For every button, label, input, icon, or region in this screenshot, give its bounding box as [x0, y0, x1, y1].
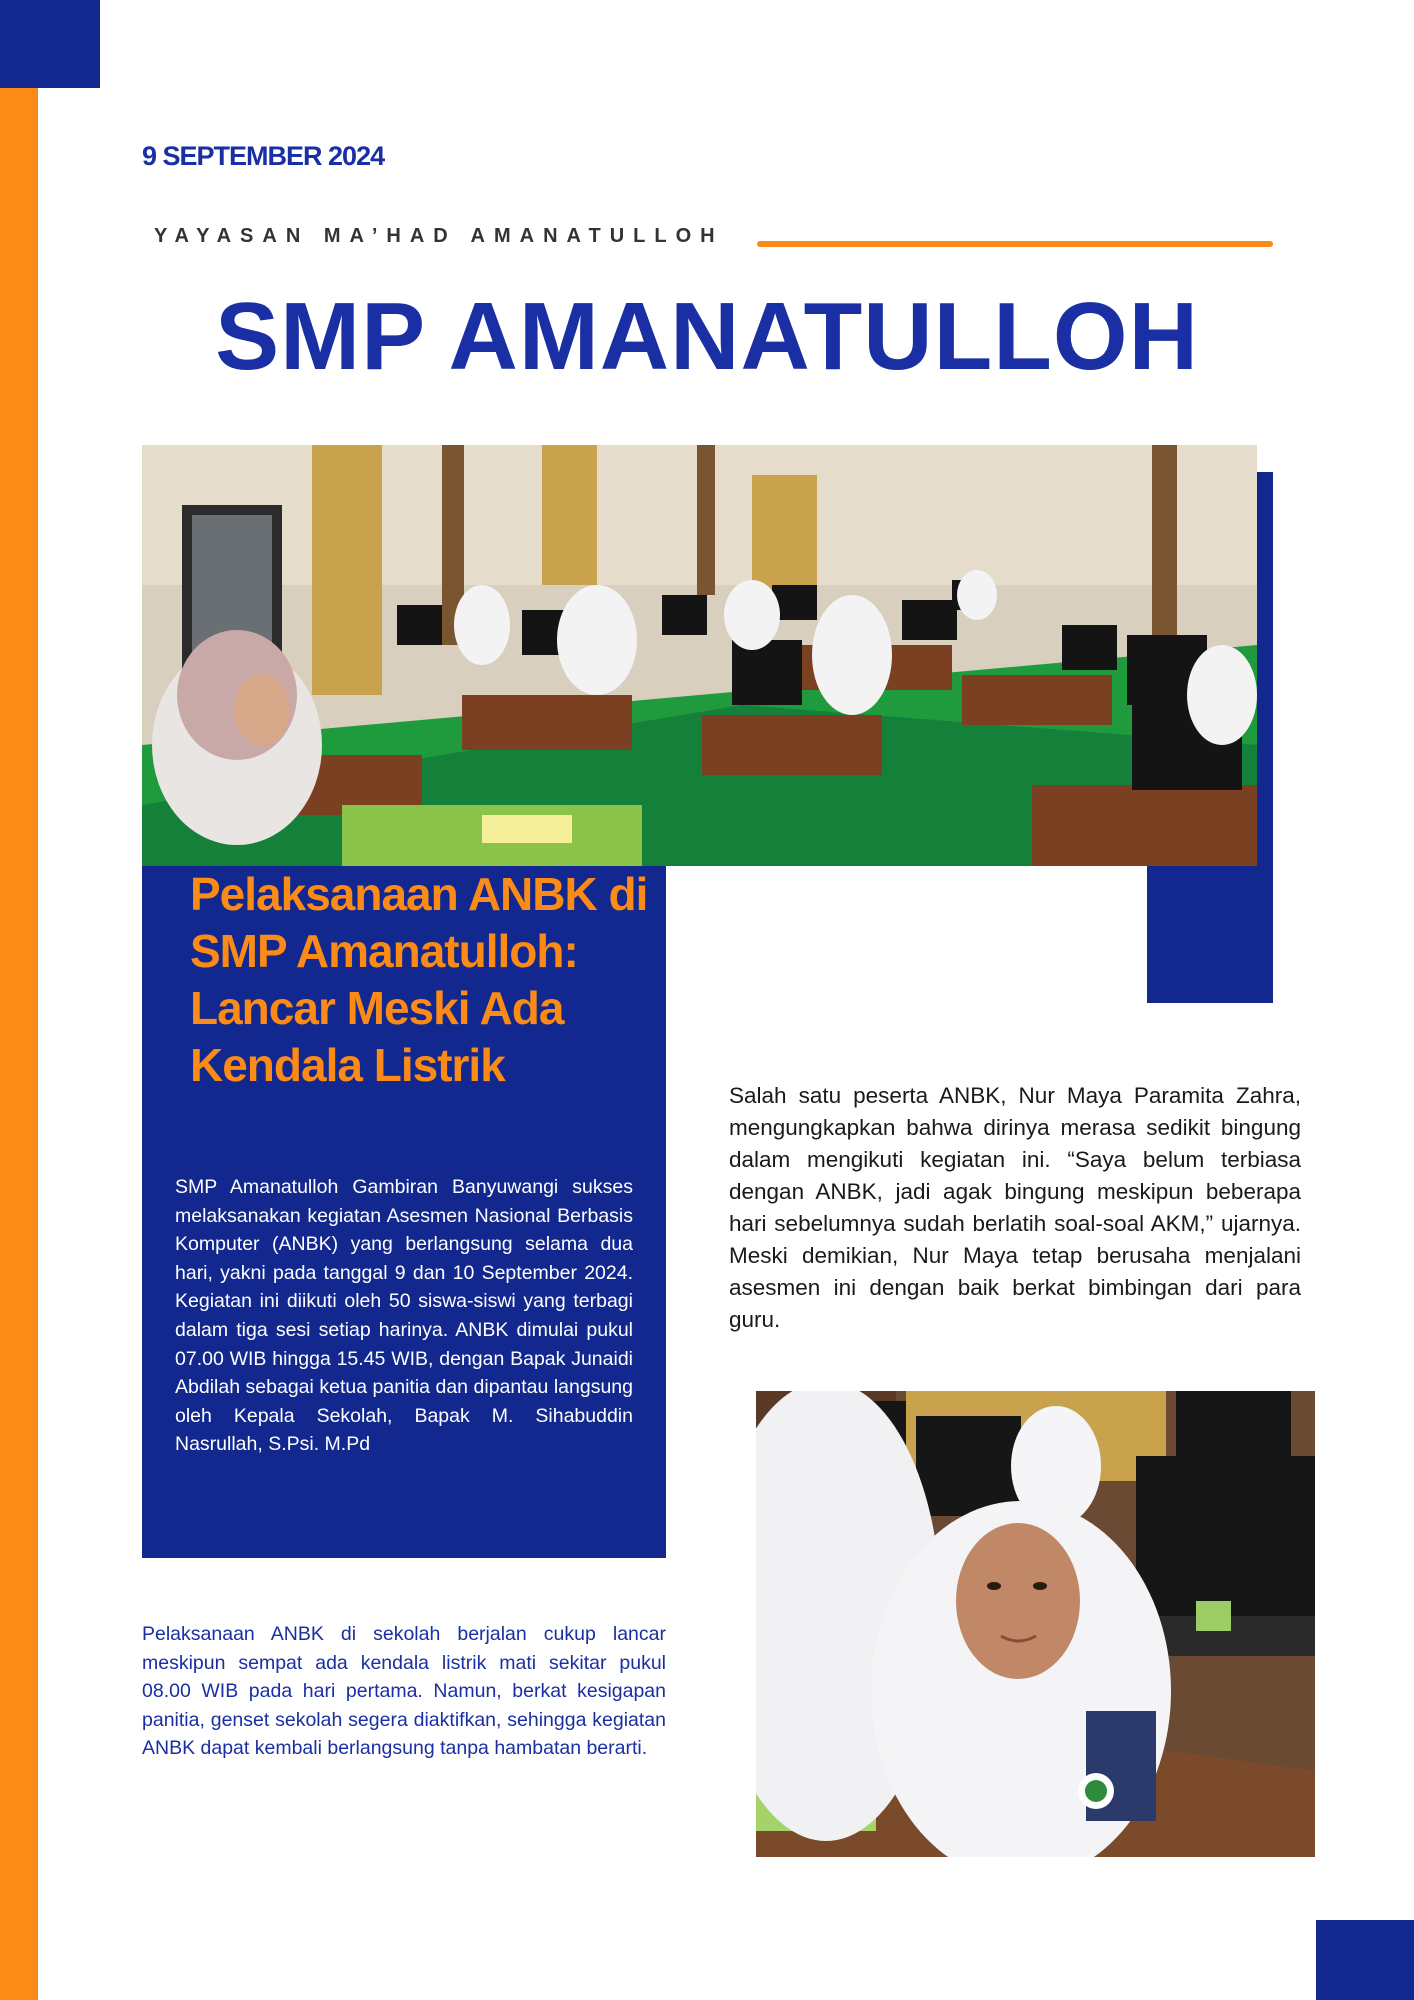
school-title: SMP AMANATULLOH: [215, 283, 1199, 390]
lead-paragraph: SMP Amanatulloh Gambiran Banyuwangi sukses melaksanakan kegiatan Asesmen Nasional Berbasis Komputer (ANBK) yang berlangsung selama dua hari, yakni pada tanggal 9 dan 10 September 2024. Kegiatan ini diikuti oleh 50 siswa-siswi yang terbagi dalam tiga sesi setiap harinya. ANBK dimulai pukul 07.00 WIB hingga 15.45 WIB, dengan Bapak Junaidi Abdilah sebagai ketua panitia dan dipantau langsung oleh Kepala Sekolah, Bapak M. Sihabuddin Nasrullah, S.Psi. M.Pd: [175, 1176, 633, 1456]
foundation-name: YAYASAN MA’HAD AMANATULLOH: [154, 225, 724, 247]
classroom-photo: [142, 445, 1257, 866]
publication-date: 9 SEPTEMBER 2024: [142, 141, 385, 171]
corner-block-top-left: [0, 0, 100, 88]
article-headline: Pelaksanaan ANBK di SMP Amanatulloh: Lancar Meski Ada Kendala Listrik: [190, 868, 648, 1091]
orange-divider-line: [757, 241, 1273, 247]
student-photo: [756, 1391, 1315, 1857]
corner-block-bottom-right: [1316, 1920, 1414, 2000]
body-paragraph-power-outage: Pelaksanaan ANBK di sekolah berjalan cukup lancar meskipun sempat ada kendala listrik mati sekitar pukul 08.00 WIB pada hari pertama. Namun, berkat kesigapan panitia, genset sekolah segera diaktifkan, sehingga kegiatan ANBK dapat kembali berlangsung tanpa hambatan berarti.: [142, 1623, 666, 1760]
body-paragraph-student-quote: Salah satu peserta ANBK, Nur Maya Paramita Zahra, mengungkapkan bahwa dirinya merasa sedikit bingung dalam mengikuti kegiatan ini. “Saya belum terbiasa dengan ANBK, jadi agak bingung meskipun beberapa hari sebelumnya sudah berlatih soal-soal AKM,” ujarnya. Meski demikian, Nur Maya tetap berusaha menjalani asesmen ini dengan baik berkat bimbingan dari para guru.: [729, 1083, 1301, 1332]
